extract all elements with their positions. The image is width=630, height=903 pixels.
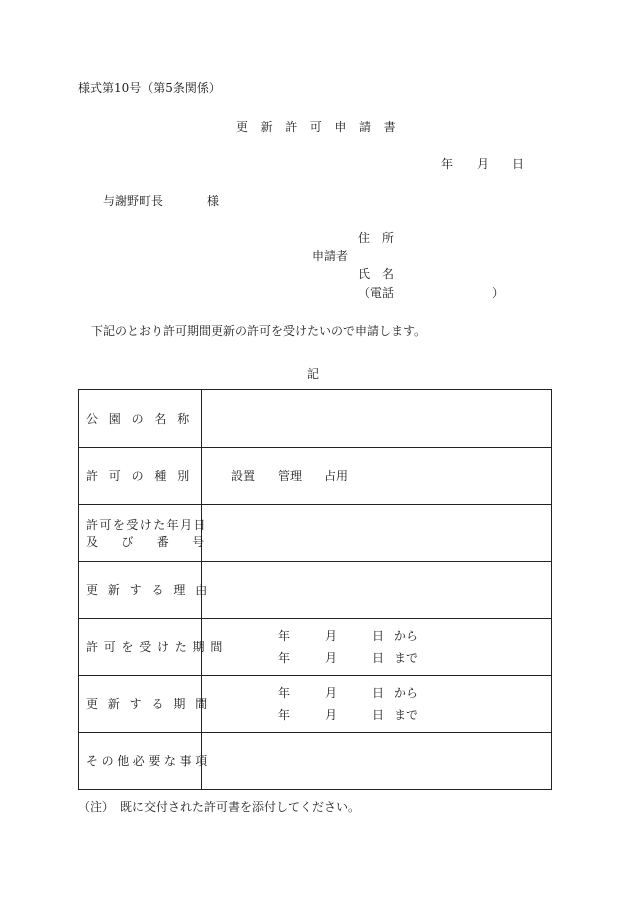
table-row-permitted-period (79, 619, 552, 676)
date-day: 日 (512, 157, 525, 171)
addressee-name: 与謝野町長 (103, 194, 164, 208)
note-text: （注） 既に交付された許可書を添付してください。 (78, 800, 361, 814)
permit-type-label: 許可の種別 (86, 469, 201, 483)
permit-type-option-manage[interactable]: 管理 (278, 469, 303, 483)
date-month: 月 (477, 157, 490, 171)
permit-number-label: 及び番号 (86, 535, 228, 549)
phone-label: （電話 (358, 286, 395, 300)
table-row-permit-date-number (79, 505, 552, 562)
park-name-label: 公園の名称 (86, 412, 201, 426)
address-label: 住 所 (358, 231, 395, 245)
table-row-renewal-reason (79, 562, 552, 619)
renewal-reason-label: 更新する理由 (86, 583, 218, 597)
renewal-period-label: 更新する期間 (86, 697, 218, 711)
applicant-role-label: 申請者 (312, 249, 349, 263)
date-year: 年 (441, 157, 454, 171)
application-table (78, 389, 552, 790)
name-label: 氏 名 (358, 267, 395, 281)
permit-date-label: 許可を受けた年月日 (86, 518, 207, 532)
intro-text: 下記のとおり許可期間更新の許可を受けたいので申請します。 (91, 324, 427, 338)
table-row-permit-type (79, 448, 552, 505)
other-matters-label: その他必要な事項 (86, 754, 211, 768)
phone-close: ） (492, 286, 505, 300)
addressee-honorific: 様 (207, 194, 220, 208)
table-row-park-name (79, 390, 552, 448)
renewal-reason-field[interactable] (202, 562, 552, 619)
table-row-renewal-period (79, 676, 552, 733)
permit-date-number-field[interactable] (202, 505, 552, 562)
permitted-period-label: 許可を受けた期間 (86, 640, 229, 654)
park-name-field[interactable] (202, 390, 552, 448)
document-title: 更新許可申請書 (236, 120, 409, 134)
ki-heading: 記 (307, 367, 320, 381)
other-matters-field[interactable] (202, 733, 552, 790)
permit-type-option-occupy[interactable]: 占用 (324, 469, 349, 483)
form-number: 様式第10号（第5条関係） (78, 81, 221, 95)
table-row-other-matters (79, 733, 552, 790)
permit-type-field (202, 448, 552, 505)
renewal-period-field[interactable]: 年 月 日 から 年 月 日 まで (202, 676, 552, 733)
permitted-period-field[interactable]: 年 月 日 から 年 月 日 まで (202, 619, 552, 676)
permit-type-option-install[interactable]: 設置 (231, 469, 256, 483)
